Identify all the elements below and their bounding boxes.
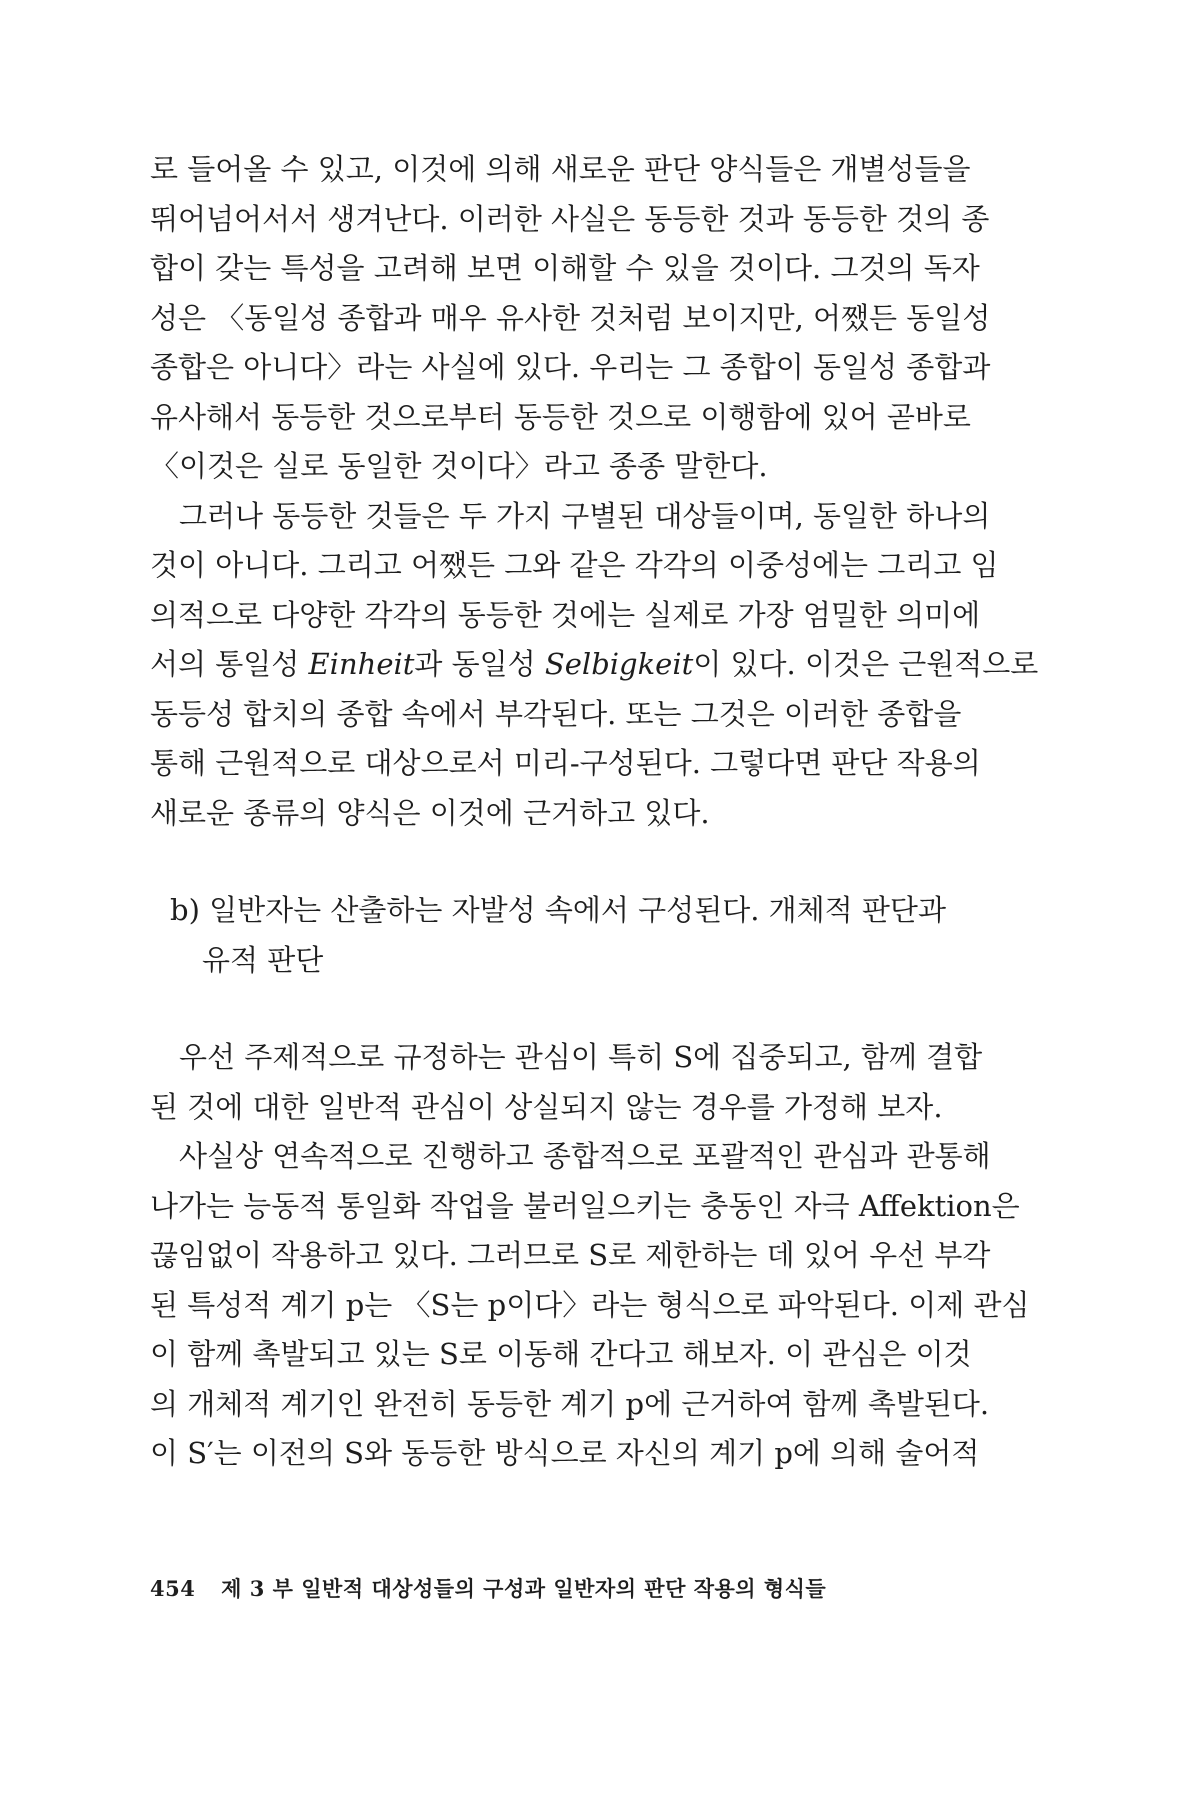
text-line: 뛰어넘어서서 생겨난다. 이러한 사실은 동등한 것과 동등한 것의 종 [150,201,990,236]
german-term-selbigkeit: Selbigkeit [544,647,694,681]
text-line: 것이 아니다. 그리고 어쨌든 그와 같은 각각의 이중성에는 그리고 임 [150,548,999,582]
text-line [150,640,1039,690]
text-fragment: 과 동일성 [414,647,545,681]
running-title: 제 3 부 일반적 대상성들의 구성과 일반자의 판단 작용의 형식들 [221,1576,827,1601]
text-line: 그러나 동등한 것들은 두 가지 구별된 대상들이며, 동일한 하나의 [179,498,991,533]
text-line: 나가는 능동적 통일화 작업을 불러일으키는 충동인 자극 Affektion은 [150,1188,1020,1223]
page-number: 454 [150,1576,196,1601]
text-line: 로 들어올 수 있고, 이것에 의해 새로운 판단 양식들은 개별성들을 [150,152,971,186]
text-line: 의 개체적 계기인 완전히 동등한 계기 p에 근거하여 함께 촉발된다. [150,1386,990,1421]
text-line: 성은 〈동일성 종합과 매우 유사한 것처럼 보이지만, 어쨌든 동일성 [150,300,991,335]
text-line: 된 특성적 계기 p는 〈S는 p이다〉라는 형식으로 파악된다. 이제 관심 [150,1287,1030,1322]
text-fragment: 서의 통일성 [150,647,309,681]
page-body [150,145,1039,1479]
text-line: 우선 주제적으로 규정하는 관심이 특히 S에 집중되고, 함께 결합 [179,1040,983,1074]
text-line: 의적으로 다양한 각각의 동등한 것에는 실제로 가장 엄밀한 의미에 [150,597,981,632]
text-line: 종합은 아니다〉라는 사실에 있다. 우리는 그 종합이 동일성 종합과 [150,350,991,384]
paragraph-4 [150,1132,1030,1479]
text-line: 된 것에 대한 일반적 관심이 상실되지 않는 경우를 가정해 보자. [150,1089,943,1124]
paragraph-3 [150,1033,1030,1132]
text-line: 끊임없이 작용하고 있다. 그러므로 S로 제한하는 데 있어 우선 부각 [150,1238,991,1272]
text-line: 새로운 종류의 양식은 이것에 근거하고 있다. [150,795,710,830]
paragraph-2 [150,492,1039,839]
text-line: 합이 갖는 특성을 고려해 보면 이해할 수 있을 것이다. 그것의 독자 [150,251,980,285]
text-line: 〈이것은 실로 동일한 것이다〉라고 종종 말한다. [150,449,768,483]
text-line: 통해 근원적으로 대상으로서 미리-구성된다. 그렇다면 판단 작용의 [150,746,981,780]
section-heading-line: 유적 판단 [202,942,324,977]
text-line: 유사해서 동등한 것으로부터 동등한 것으로 이행함에 있어 곧바로 [150,399,971,434]
text-line: 사실상 연속적으로 진행하고 종합적으로 포괄적인 관심과 관통해 [179,1139,991,1173]
text-fragment: 이 있다. 이것은 근원적으로 [693,647,1039,681]
text-line: 이 S′는 이전의 S와 동등한 방식으로 자신의 계기 p에 의해 술어적 [150,1436,980,1470]
text-line: 이 함께 촉발되고 있는 S로 이동해 간다고 해보자. 이 관심은 이것 [150,1337,972,1371]
page-footer [150,1573,826,1603]
paragraph-1 [150,145,1030,492]
german-term-einheit: Einheit [308,647,415,681]
section-heading-line: b) 일반자는 산출하는 자발성 속에서 구성된다. 개체적 판단과 [170,893,946,927]
section-heading [150,886,1030,985]
text-line: 동등성 합치의 종합 속에서 부각된다. 또는 그것은 이러한 종합을 [150,696,962,731]
spacer [150,985,1030,1033]
